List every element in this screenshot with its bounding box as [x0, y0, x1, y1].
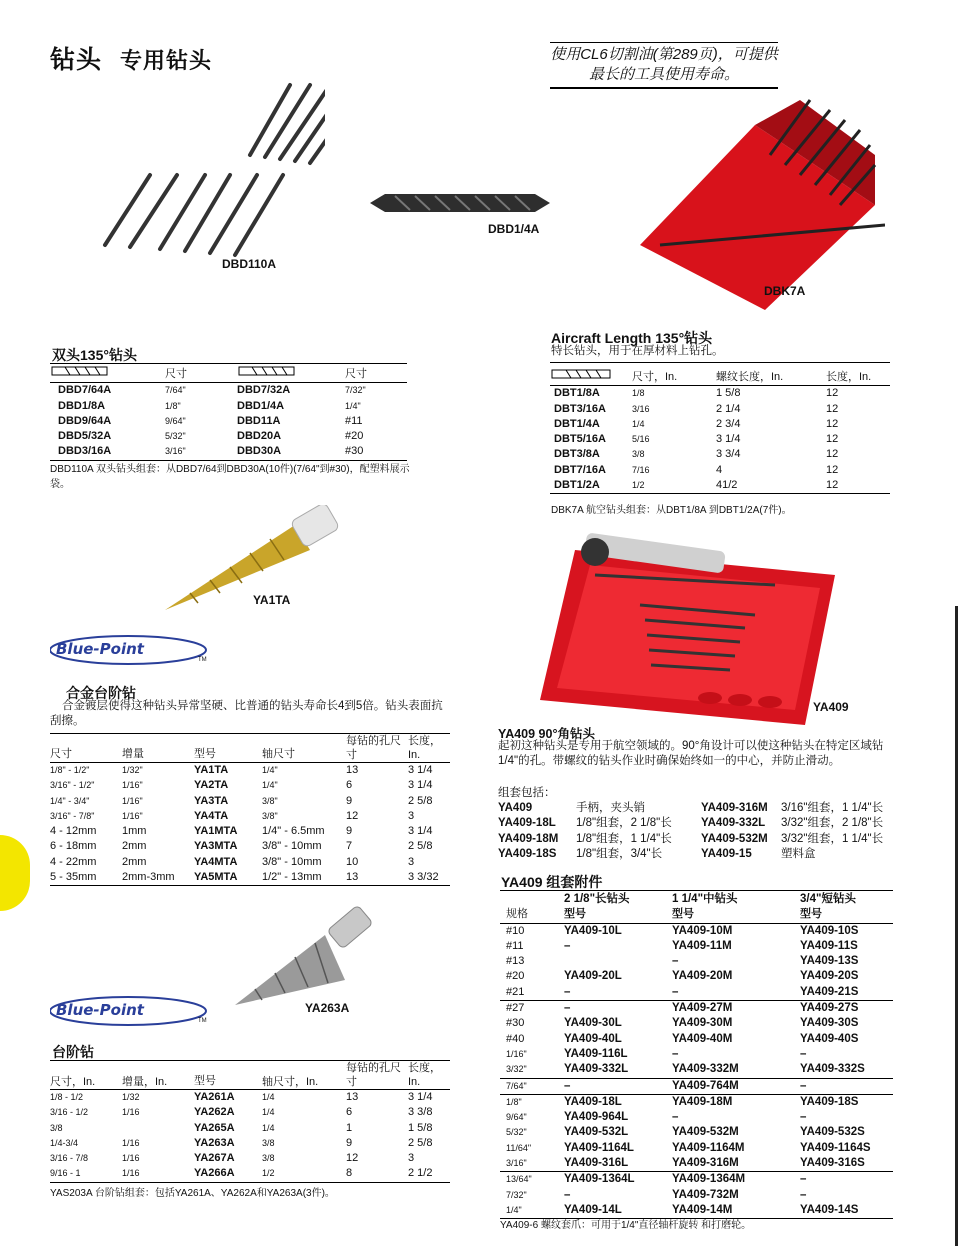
acc-model-cell: YA409-316L — [564, 1157, 629, 1170]
col-length: 长度，In. — [826, 371, 872, 383]
ya1ta-caption: YA1TA — [253, 593, 291, 607]
acc-model-cell: YA409-30L — [564, 1017, 622, 1030]
table-row: 3/16" - 1/2" 1/16" YA2TA 1/4" 6 3 1/4 — [50, 779, 433, 792]
table-row — [500, 1094, 893, 1110]
acc-model-cell: YA409-40S — [800, 1032, 859, 1045]
aircraft-table — [550, 368, 890, 494]
acc-size-cell: 7/32" — [506, 1189, 527, 1200]
step-title: 台阶钻 — [52, 1044, 94, 1060]
dbd14a-drill-image — [365, 188, 555, 218]
table-row: 5 - 35mm 2mm-3mm YA5MTA 1/2" - 13mm 13 3 3/32 — [50, 870, 450, 886]
acc-model-cell: – — [672, 1047, 679, 1060]
ya409-caption: YA409 — [813, 700, 849, 714]
ya409-kit-right: YA409-316M 3/16"组套，1 1/4"长 YA409-332L 3/32"组套，2 1/8"长 YA409-532M 3/32"组套，1 1/4"长 YA409-15 塑料盒 — [701, 802, 884, 860]
step-footnote: YAS203A 台阶钻组套：包括YA261A、YA262A和YA263A(3件)。 — [50, 1188, 335, 1199]
aircraft-title: Aircraft Length 135°钻头 — [551, 330, 713, 346]
acc-model-cell: YA409-332L — [564, 1063, 629, 1076]
aircraft-header — [550, 368, 890, 386]
ya409-acc-table — [500, 892, 893, 1219]
ya409-kit-left: YA409 手柄，夹头销 YA409-18L 1/8"组套，2 1/8"长 YA409-18M 1/8"组套，1 1/4"长 YA409-18S 1/8"组套，3/4"长 — [498, 802, 672, 860]
acc-size-cell: 1/16" — [506, 1048, 527, 1059]
ya1ta-step-drill-image — [160, 505, 340, 615]
col-size: 尺寸 — [165, 368, 187, 380]
table-row — [500, 1172, 893, 1188]
acc-size-cell: #10 — [506, 924, 525, 937]
acc-size-cell: #20 — [506, 970, 525, 983]
table-row: DBT1/2A 1/2 41/2 12 — [550, 478, 890, 494]
ya409-acc-subheader: 规格 型号 型号 型号 — [500, 907, 893, 923]
ya409-desc: 起初这种钻头是专用于航空领域的。90°角设计可以使这种钻头在特定区域钻1/4"的孔。带螺纹的钻头作业时确保始终如一的中心，并防止滑动。 — [498, 740, 884, 767]
table-row: 4 - 22mm 2mm YA4MTA 3/8" - 10mm 10 3 — [50, 855, 415, 868]
table-row: 3/16" - 7/8" 1/16" YA4TA 3/8" 12 3 — [50, 809, 415, 822]
acc-model-cell: YA409-1364L — [564, 1173, 635, 1186]
acc-model-cell: YA409-116L — [564, 1047, 628, 1060]
acc-model-cell: YA409-18L — [564, 1095, 622, 1108]
table-row: 6 - 18mm 2mm YA3MTA 3/8" - 10mm 7 2 5/8 — [50, 840, 433, 853]
table-row: 1/8" - 1/2" 1/32" YA1TA 1/4" 13 3 1/4 — [50, 764, 433, 776]
acc-size-cell: #27 — [506, 1002, 525, 1015]
alloy-step-table — [50, 733, 450, 886]
acc-model-cell: YA409-40M — [672, 1032, 733, 1045]
table-row — [500, 1062, 893, 1078]
ya409-kit-label: 组套包括： — [498, 787, 556, 799]
table-row: DBD3/16A 3/16" DBD30A #30 — [50, 444, 407, 460]
acc-model-cell: YA409-1164M — [672, 1141, 745, 1154]
table-row — [500, 1032, 893, 1047]
double-end-header — [50, 365, 407, 383]
table-row: 3/16 - 1/2 1/16 YA262A 1/4 6 3 3/8 — [50, 1106, 433, 1119]
drill-bit-icon — [50, 365, 165, 383]
table-row — [500, 939, 893, 954]
acc-size-cell: 7/64" — [506, 1080, 527, 1091]
ya409-title: YA409 90°角钻头 — [498, 727, 595, 741]
acc-model-cell: YA409-11M — [672, 939, 732, 952]
double-end-title: 双头135°钻头 — [52, 347, 137, 363]
drill-bit-icon — [550, 368, 632, 386]
table-row: DBT7/16A 7/16 4 12 — [554, 463, 839, 476]
table-row: 9/16 - 1 1/16 YA266A 1/2 8 2 1/2 — [50, 1166, 450, 1182]
acc-model-cell: YA409-532S — [800, 1126, 865, 1139]
table-row: DBD9/64A 9/64" DBD11A #11 — [58, 414, 363, 427]
acc-model-cell: – — [672, 1111, 679, 1124]
acc-model-cell: YA409-13S — [800, 955, 859, 968]
table-row: 4 - 12mm 1mm YA1MTA 1/4" - 6.5mm 9 3 1/4 — [50, 825, 433, 838]
acc-size-cell: 5/32" — [506, 1127, 527, 1138]
table-row — [500, 1110, 893, 1125]
acc-model-cell: – — [800, 1111, 807, 1124]
dbd110a-caption: DBD110A — [222, 257, 277, 271]
table-row: DBT1/4A 1/4 2 3/4 12 — [554, 417, 839, 430]
acc-size-cell: 9/64" — [506, 1112, 527, 1123]
acc-model-cell: YA409-30M — [672, 1017, 733, 1030]
acc-model-cell: YA409-14L — [564, 1203, 622, 1216]
dbk7a-caption: DBK7A — [764, 284, 806, 298]
acc-model-cell: YA409-20L — [564, 970, 622, 983]
acc-model-cell: YA409-1164S — [800, 1141, 871, 1154]
acc-model-cell: – — [564, 985, 571, 998]
acc-model-cell: YA409-10M — [672, 924, 733, 937]
acc-model-cell: YA409-30S — [800, 1017, 859, 1030]
acc-size-cell: 3/32" — [506, 1064, 527, 1075]
title-main: 钻头 — [50, 46, 103, 74]
acc-model-cell: – — [800, 1079, 807, 1092]
acc-model-cell: YA409-14M — [672, 1203, 733, 1216]
table-row — [500, 1141, 893, 1156]
double-end-table — [50, 365, 407, 461]
acc-model-cell: YA409-27M — [672, 1002, 733, 1015]
acc-model-cell: YA409-18S — [800, 1095, 859, 1108]
acc-model-cell: YA409-532L — [564, 1126, 629, 1139]
acc-model-cell: YA409-532M — [672, 1126, 739, 1139]
table-row: DBT5/16A 5/16 3 1/4 12 — [554, 433, 839, 446]
acc-model-cell: – — [564, 1002, 571, 1015]
ya409-case-image — [535, 530, 845, 730]
acc-model-cell: – — [800, 1047, 807, 1060]
ya409-acc-title: YA409 组套附件 — [501, 874, 603, 890]
dbk7a-pouch-image — [635, 95, 885, 315]
dbd14a-caption: DBD1/4A — [488, 222, 540, 236]
acc-model-cell: – — [672, 985, 679, 998]
acc-model-cell: – — [800, 1188, 807, 1201]
table-row — [500, 1156, 893, 1172]
acc-model-cell: YA409-20M — [672, 970, 733, 983]
acc-model-cell: YA409-332M — [672, 1063, 739, 1076]
acc-size-cell: 11/64" — [506, 1142, 532, 1153]
table-row — [500, 1001, 893, 1017]
drill-bit-icon — [237, 365, 345, 383]
table-row: DBD7/64A 7/64" DBD7/32A 7/32" — [58, 384, 366, 397]
acc-size-cell: #13 — [506, 955, 525, 968]
alloy-step-desc: 合金镀层使得这种钻头异常坚硬、比普通的钻头寿命长4到5倍。钻头表面抗刮擦。 — [50, 700, 443, 727]
acc-model-cell: YA409-10L — [564, 924, 622, 937]
blue-point-logo — [50, 993, 210, 1038]
logo-tm: TM — [198, 1018, 207, 1024]
acc-model-cell: YA409-1164L — [564, 1141, 634, 1154]
ya263a-caption: YA263A — [305, 1001, 350, 1015]
col-size: 尺寸，In. — [632, 371, 678, 383]
table-row — [500, 969, 893, 984]
aircraft-subtitle: 特长钻头，用于在厚材料上钻孔。 — [551, 345, 724, 357]
table-row: 3/8 YA265A 1/4 1 1 5/8 — [50, 1121, 433, 1134]
table-row: DBT3/16A 3/16 2 1/4 12 — [554, 402, 839, 415]
col-size: 尺寸 — [345, 368, 367, 380]
logo-text: Blue-Point — [56, 640, 144, 658]
acc-model-cell: YA409-21S — [800, 985, 859, 998]
acc-model-cell: – — [672, 955, 679, 968]
col-thread: 螺纹长度，In. — [716, 371, 784, 383]
step-table — [50, 1060, 450, 1183]
title-sub: 专用钻头 — [120, 48, 213, 73]
acc-model-cell: – — [564, 939, 571, 952]
table-row: 3/16 - 7/8 1/16 YA267A 3/8 12 3 — [50, 1152, 415, 1165]
dbd110a-drill-set-image — [85, 75, 325, 260]
aircraft-footnote: DBK7A 航空钻头组套：从DBT1/8A 到DBT1/2A(7件)。 — [551, 505, 792, 516]
acc-model-cell: YA409-27S — [800, 1002, 859, 1015]
blue-point-logo — [50, 632, 210, 677]
table-row — [500, 985, 893, 1001]
cl6-oil-note: 使用CL6切割油(第289页)，可提供最长的工具使用寿命。 — [550, 42, 778, 89]
section-tab — [0, 835, 30, 911]
alloy-step-header: 尺寸 增量 型号 轴尺寸 每钻的孔尺寸 长度，In. — [50, 734, 450, 763]
acc-model-cell: – — [564, 1079, 571, 1092]
table-row — [500, 1047, 893, 1062]
table-row: 1/4" - 3/4" 1/16" YA3TA 3/8" 9 2 5/8 — [50, 794, 433, 807]
table-row — [500, 1125, 893, 1140]
acc-model-cell: YA409-332S — [800, 1063, 865, 1076]
table-row: 1/4-3/4 1/16 YA263A 3/8 9 2 5/8 — [50, 1136, 433, 1149]
table-row: DBD5/32A 5/32" DBD20A #20 — [58, 430, 364, 443]
acc-model-cell: – — [800, 1173, 807, 1186]
acc-model-cell: YA409-40L — [564, 1032, 622, 1045]
table-row: DBT3/8A 3/8 3 3/4 12 — [554, 448, 839, 461]
page-edge-bar — [955, 606, 958, 1246]
acc-model-cell: YA409-964L — [564, 1111, 629, 1124]
acc-model-cell: – — [564, 1188, 571, 1201]
acc-model-cell — [564, 954, 672, 969]
acc-model-cell: YA409-1364M — [672, 1173, 746, 1186]
acc-size-cell: #11 — [506, 939, 524, 952]
table-row: DBT1/8A 1/8 1 5/8 12 — [554, 387, 839, 400]
acc-size-cell: 13/64" — [506, 1174, 532, 1185]
acc-model-cell: YA409-10S — [800, 924, 859, 937]
alloy-step-title: 合金台阶钻 — [66, 685, 136, 701]
ya409-acc-header: 2 1/8"长钻头 1 1/4"中钻头 3/4"短钻头 — [564, 893, 856, 905]
acc-model-cell: YA409-14S — [800, 1203, 859, 1216]
acc-size-cell: #21 — [506, 985, 525, 998]
table-row — [500, 1188, 893, 1203]
ya263a-step-drill-image — [230, 905, 380, 1015]
double-end-footnote: DBD110A 双头钻头组套：从DBD7/64到DBD30A(10件)(7/64"到#30)，配塑料展示袋。 — [50, 464, 410, 490]
step-header: 尺寸，In. 增量，In. 型号 轴尺寸，In. 每钻的孔尺寸 长度，In. — [50, 1061, 450, 1090]
acc-model-cell: YA409-732M — [672, 1188, 739, 1201]
logo-tm: TM — [198, 657, 207, 663]
page-title — [50, 40, 230, 76]
logo-text: Blue-Point — [56, 1001, 144, 1019]
acc-model-cell: YA409-764M — [672, 1079, 739, 1092]
table-row — [500, 1016, 893, 1031]
ya409-acc-footnote: YA409-6 螺纹套爪：可用于1/4"直径轴杆旋转 和打磨轮。 — [500, 1220, 752, 1231]
acc-size-cell: #40 — [506, 1032, 525, 1045]
acc-size-cell: 3/16" — [506, 1158, 527, 1169]
acc-model-cell: YA409-20S — [800, 970, 859, 983]
table-row — [500, 923, 893, 939]
acc-model-cell: YA409-11S — [800, 939, 858, 952]
table-row — [500, 1078, 893, 1094]
acc-model-cell: YA409-316M — [672, 1157, 739, 1170]
table-row: DBD1/8A 1/8" DBD1/4A 1/4" — [58, 399, 361, 412]
acc-model-cell: YA409-18M — [672, 1095, 733, 1108]
acc-model-cell: YA409-316S — [800, 1157, 865, 1170]
acc-size-cell: 1/8" — [506, 1096, 522, 1107]
table-row: 1/8 - 1/2 1/32 YA261A 1/4 13 3 1/4 — [50, 1091, 433, 1103]
acc-size-cell: #30 — [506, 1017, 525, 1030]
table-row — [500, 954, 893, 969]
acc-size-cell: 1/4" — [506, 1204, 522, 1215]
